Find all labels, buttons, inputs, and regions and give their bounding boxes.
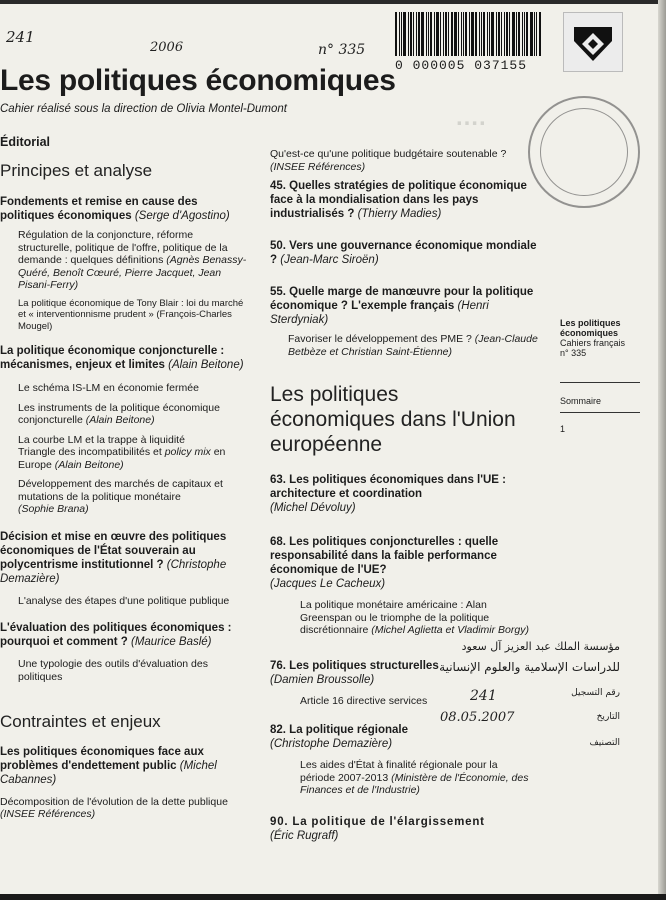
article-3-sub-1: L'analyse des étapes d'une politique publique xyxy=(18,594,230,607)
handwritten-date: 08.05.2007 xyxy=(440,710,515,725)
article-4-author: (Maurice Baslé) xyxy=(130,636,212,648)
barcode-bar xyxy=(408,12,409,56)
left-column xyxy=(0,136,250,821)
barcode-bar xyxy=(445,12,447,56)
barcode-bar xyxy=(434,12,435,56)
bleed-through: …. xyxy=(455,104,486,131)
article-5-title: Les politiques économiques face aux problèmes d'endettement public xyxy=(0,745,204,772)
article-90-author: (Éric Rugraff) xyxy=(270,829,339,842)
article-2-sub-4-text: Développement des marchés de capitaux et mutations de la politique monétaire xyxy=(18,478,223,503)
article-63 xyxy=(270,473,538,515)
barcode-bar xyxy=(463,12,464,56)
article-2-sub-4-author: (Sophie Brana) xyxy=(18,503,89,515)
article-55-sub xyxy=(288,333,538,358)
barcode-bar xyxy=(471,12,474,56)
article-1-sub-1 xyxy=(18,229,250,292)
barcode-bar xyxy=(443,12,444,56)
scan-right-edge xyxy=(658,0,666,900)
article-82-title: 82. La politique régionale xyxy=(270,724,409,736)
article-2-sub-3-line1: La courbe LM et la trappe à liquidité xyxy=(18,433,185,446)
barcode-bar xyxy=(440,12,441,56)
barcode-bar xyxy=(534,12,535,56)
barcode-bar xyxy=(410,12,412,56)
article-76-author: (Damien Broussolle) xyxy=(270,673,375,686)
barcode-bar xyxy=(506,12,508,56)
barcode-number: 0 000005 037155 xyxy=(395,58,528,73)
article-50-title: 50. Vers une gouvernance économique mondiale ? xyxy=(270,240,537,266)
handwritten-page-number: 241 xyxy=(6,28,35,46)
article-2-sub-3-europe: en Europe xyxy=(18,446,226,471)
arabic-stamp-line2: للدراسات الإسلامية والعلوم الإنسانية xyxy=(439,660,620,674)
article-82-sub xyxy=(300,759,530,797)
article-82-sub-text: Les aides d'État à finalité régionale pour la période 2007-2013 xyxy=(300,759,498,784)
barcode-bar xyxy=(448,12,449,56)
article-2-sub-3-policy-mix: policy mix xyxy=(164,446,211,458)
article-82 xyxy=(270,723,538,751)
article-55-author: (Henri Sterdyniak) xyxy=(270,300,489,326)
article-4 xyxy=(0,621,250,649)
section-principes: Principes et analyse xyxy=(0,160,153,180)
barcode-bar xyxy=(526,12,528,56)
article-55-sub-author: (Jean-Claude Betbèze et Christian Saint-Étienne) xyxy=(288,333,538,358)
barcode-bar xyxy=(401,12,402,56)
article-2-sub-1: Le schéma IS-LM en économie fermée xyxy=(18,382,199,394)
barcode-bar xyxy=(518,12,520,56)
barcode-bar xyxy=(498,12,500,56)
right-column xyxy=(270,148,538,843)
barcode-bar xyxy=(530,12,533,56)
sidebar-page: 1 xyxy=(560,424,566,434)
article-3 xyxy=(0,530,250,586)
article-68-author: (Jacques Le Cacheux) xyxy=(270,578,386,590)
barcode-bar xyxy=(524,12,525,56)
article-1-sub-1-author: (Agnès Benassy-Quéré, Benoît Cœuré, Pierre Jacquet, Jean Pisani-Ferry) xyxy=(18,254,247,291)
right-sub-0 xyxy=(270,148,538,173)
barcode-bar xyxy=(399,12,400,56)
article-45-title: 45. Quelles stratégies de politique économique face à la mondialisation dans les pays industrialisés ? xyxy=(270,180,527,220)
article-5-sub-1-text: Décomposition de l'évolution de la dette publique xyxy=(0,795,228,808)
sidebar-title: Les politiques économiques xyxy=(560,318,621,338)
article-50-author: (Jean-Marc Siroën) xyxy=(280,254,379,266)
article-63-author: (Michel Dévoluy) xyxy=(270,502,356,514)
barcode-bars xyxy=(395,12,555,56)
barcode-bar xyxy=(536,12,537,56)
page-subtitle: Cahier réalisé sous la direction de Olivia Montel-Dumont xyxy=(0,103,287,115)
article-45 xyxy=(270,179,538,221)
article-55 xyxy=(270,285,538,327)
article-76-sub: Article 16 directive services xyxy=(300,694,428,707)
article-2-sub-2-author: (Alain Beitone) xyxy=(85,414,155,426)
barcode-bar xyxy=(418,12,420,56)
article-1-title: Fondements et remise en cause des politiques économiques xyxy=(0,196,198,222)
arabic-classification-label: التصنيف xyxy=(589,738,620,748)
barcode-bar xyxy=(522,12,523,56)
barcode-bar xyxy=(413,12,414,56)
article-45-author: (Thierry Madies) xyxy=(357,208,442,220)
section-contraintes: Contraintes et enjeux xyxy=(0,712,161,731)
right-sub-0-author: (INSEE Références) xyxy=(270,160,366,173)
barcode-bar xyxy=(487,12,488,56)
article-90 xyxy=(270,815,538,843)
article-1 xyxy=(0,195,250,223)
handwritten-year: 2006 xyxy=(150,40,184,55)
arabic-stamp-line1: مؤسسة الملك عبد العزيز آل سعود xyxy=(461,640,620,653)
article-5 xyxy=(0,745,250,787)
article-4-sub-1: Une typologie des outils d'évaluation des politiques xyxy=(18,658,208,683)
barcode-bar xyxy=(489,12,490,56)
article-5-sub-1-author: (INSEE Références) xyxy=(0,808,96,820)
article-2-sub-3 xyxy=(18,434,250,472)
sidebar-rule-2 xyxy=(560,412,640,413)
article-68-title: 68. Les politiques conjoncturelles : quelle responsabilité dans la faible performance économique de l'UE? xyxy=(270,536,499,576)
sidebar-number: n° 335 xyxy=(560,348,587,358)
library-logo xyxy=(563,12,623,72)
article-3-title: Décision et mise en œuvre des politiques économiques de l'État souverain au polycentrisme institutionnel ? xyxy=(0,530,227,571)
arabic-date-label: التاريخ xyxy=(596,712,620,722)
logo-diamond-icon xyxy=(564,13,622,71)
barcode-bar xyxy=(516,12,517,56)
barcode-bar xyxy=(458,12,459,56)
library-stamp xyxy=(528,96,640,208)
article-2-sub-3-line2: Triangle des incompatibilités et xyxy=(18,446,162,458)
article-2 xyxy=(0,344,250,372)
arabic-registration-label: رقم التسجيل xyxy=(571,688,620,698)
barcode-bar xyxy=(501,12,502,56)
article-68-sub-text: La politique monétaire américaine : Alan Greenspan ou le triomphe de la politique discrétionnaire xyxy=(300,599,490,636)
article-68 xyxy=(270,535,538,591)
article-55-title: 55. Quelle marge de manœuvre pour la politique économique ? L'exemple français xyxy=(270,286,534,312)
article-63-title: 63. Les politiques économiques dans l'UE : architecture et coordination xyxy=(270,474,506,500)
barcode-bar xyxy=(461,12,462,56)
editorial-heading: Éditorial xyxy=(0,135,51,149)
article-2-title: La politique économique conjoncturelle : mécanismes, enjeux et limites xyxy=(0,345,225,371)
article-2-sub-2-text: Les instruments de la politique économique conjoncturelle xyxy=(18,401,220,426)
barcode-bar xyxy=(496,12,497,56)
barcode-bar xyxy=(451,12,453,56)
barcode-bar xyxy=(512,12,515,56)
sidebar-sommaire: Sommaire xyxy=(560,396,602,406)
article-2-sub-3-author: (Alain Beitone) xyxy=(54,458,124,471)
article-82-sub-author: (Ministère de l'Économie, des Finances et de l'Industrie) xyxy=(300,771,529,796)
barcode-bar xyxy=(403,12,406,56)
barcode-bar xyxy=(483,12,485,56)
sidebar-series: Cahiers français xyxy=(560,338,626,348)
barcode-bar xyxy=(475,12,477,56)
article-50 xyxy=(270,239,538,267)
article-68-sub-author: (Michel Aglietta et Vladimir Borgy) xyxy=(371,624,529,636)
barcode-bar xyxy=(421,12,424,56)
right-sub-0-text: Qu'est-ce qu'une politique budgétaire soutenable ? xyxy=(270,148,507,160)
barcode-bar xyxy=(416,12,417,56)
article-90-title: 90. La politique de l'élargissement xyxy=(270,815,485,828)
article-68-sub xyxy=(300,599,530,637)
scan-top-edge xyxy=(0,0,666,4)
barcode-bar xyxy=(504,12,505,56)
scan-bottom-edge xyxy=(0,894,666,900)
barcode-bar xyxy=(469,12,470,56)
article-3-author: (Christophe Demazière) xyxy=(0,558,227,585)
section-union-europeenne: Les politiques économiques dans l'Union européenne xyxy=(270,383,516,456)
barcode-bar xyxy=(454,12,457,56)
barcode-bar xyxy=(395,12,397,56)
sidebar-rule-1 xyxy=(560,382,640,383)
article-2-author: (Alain Beitone) xyxy=(168,359,244,371)
barcode-bar xyxy=(479,12,480,56)
article-76-title: 76. Les politiques structurelles xyxy=(270,659,439,672)
barcode-bar xyxy=(428,12,429,56)
article-5-author: (Michel Cabannes) xyxy=(0,759,217,786)
article-55-sub-text: Favoriser le développement des PME ? xyxy=(288,333,472,345)
barcode-bar xyxy=(539,12,541,56)
barcode-bar xyxy=(491,12,494,56)
barcode-bar xyxy=(436,12,439,56)
handwritten-registration-number: 241 xyxy=(470,688,497,704)
barcode xyxy=(395,12,555,72)
article-1-sub-1-text: Régulation de la conjoncture, réforme structurelle, politique de l'offre, politique de la demande : quelques définitions xyxy=(18,229,228,266)
barcode-bar xyxy=(481,12,482,56)
article-1-author: (Serge d'Agostino) xyxy=(134,210,230,222)
barcode-bar xyxy=(465,12,467,56)
barcode-bar xyxy=(426,12,427,56)
article-1-sub-2: La politique économique de Tony Blair : loi du marché et « interventionnisme prudent » (François-Charles Mougel) xyxy=(18,297,244,332)
article-82-author: (Christophe Demazière) xyxy=(270,738,393,750)
handwritten-issue-number: n° 335 xyxy=(318,42,366,58)
article-2-sub-4 xyxy=(18,478,250,516)
barcode-bar xyxy=(509,12,510,56)
article-4-title: L'évaluation des politiques économiques : pourquoi et comment ? xyxy=(0,622,232,648)
barcode-bar xyxy=(430,12,432,56)
article-5-sub-1 xyxy=(0,796,250,821)
article-2-sub-2 xyxy=(18,402,250,427)
page-title: Les politiques économiques xyxy=(0,64,396,97)
